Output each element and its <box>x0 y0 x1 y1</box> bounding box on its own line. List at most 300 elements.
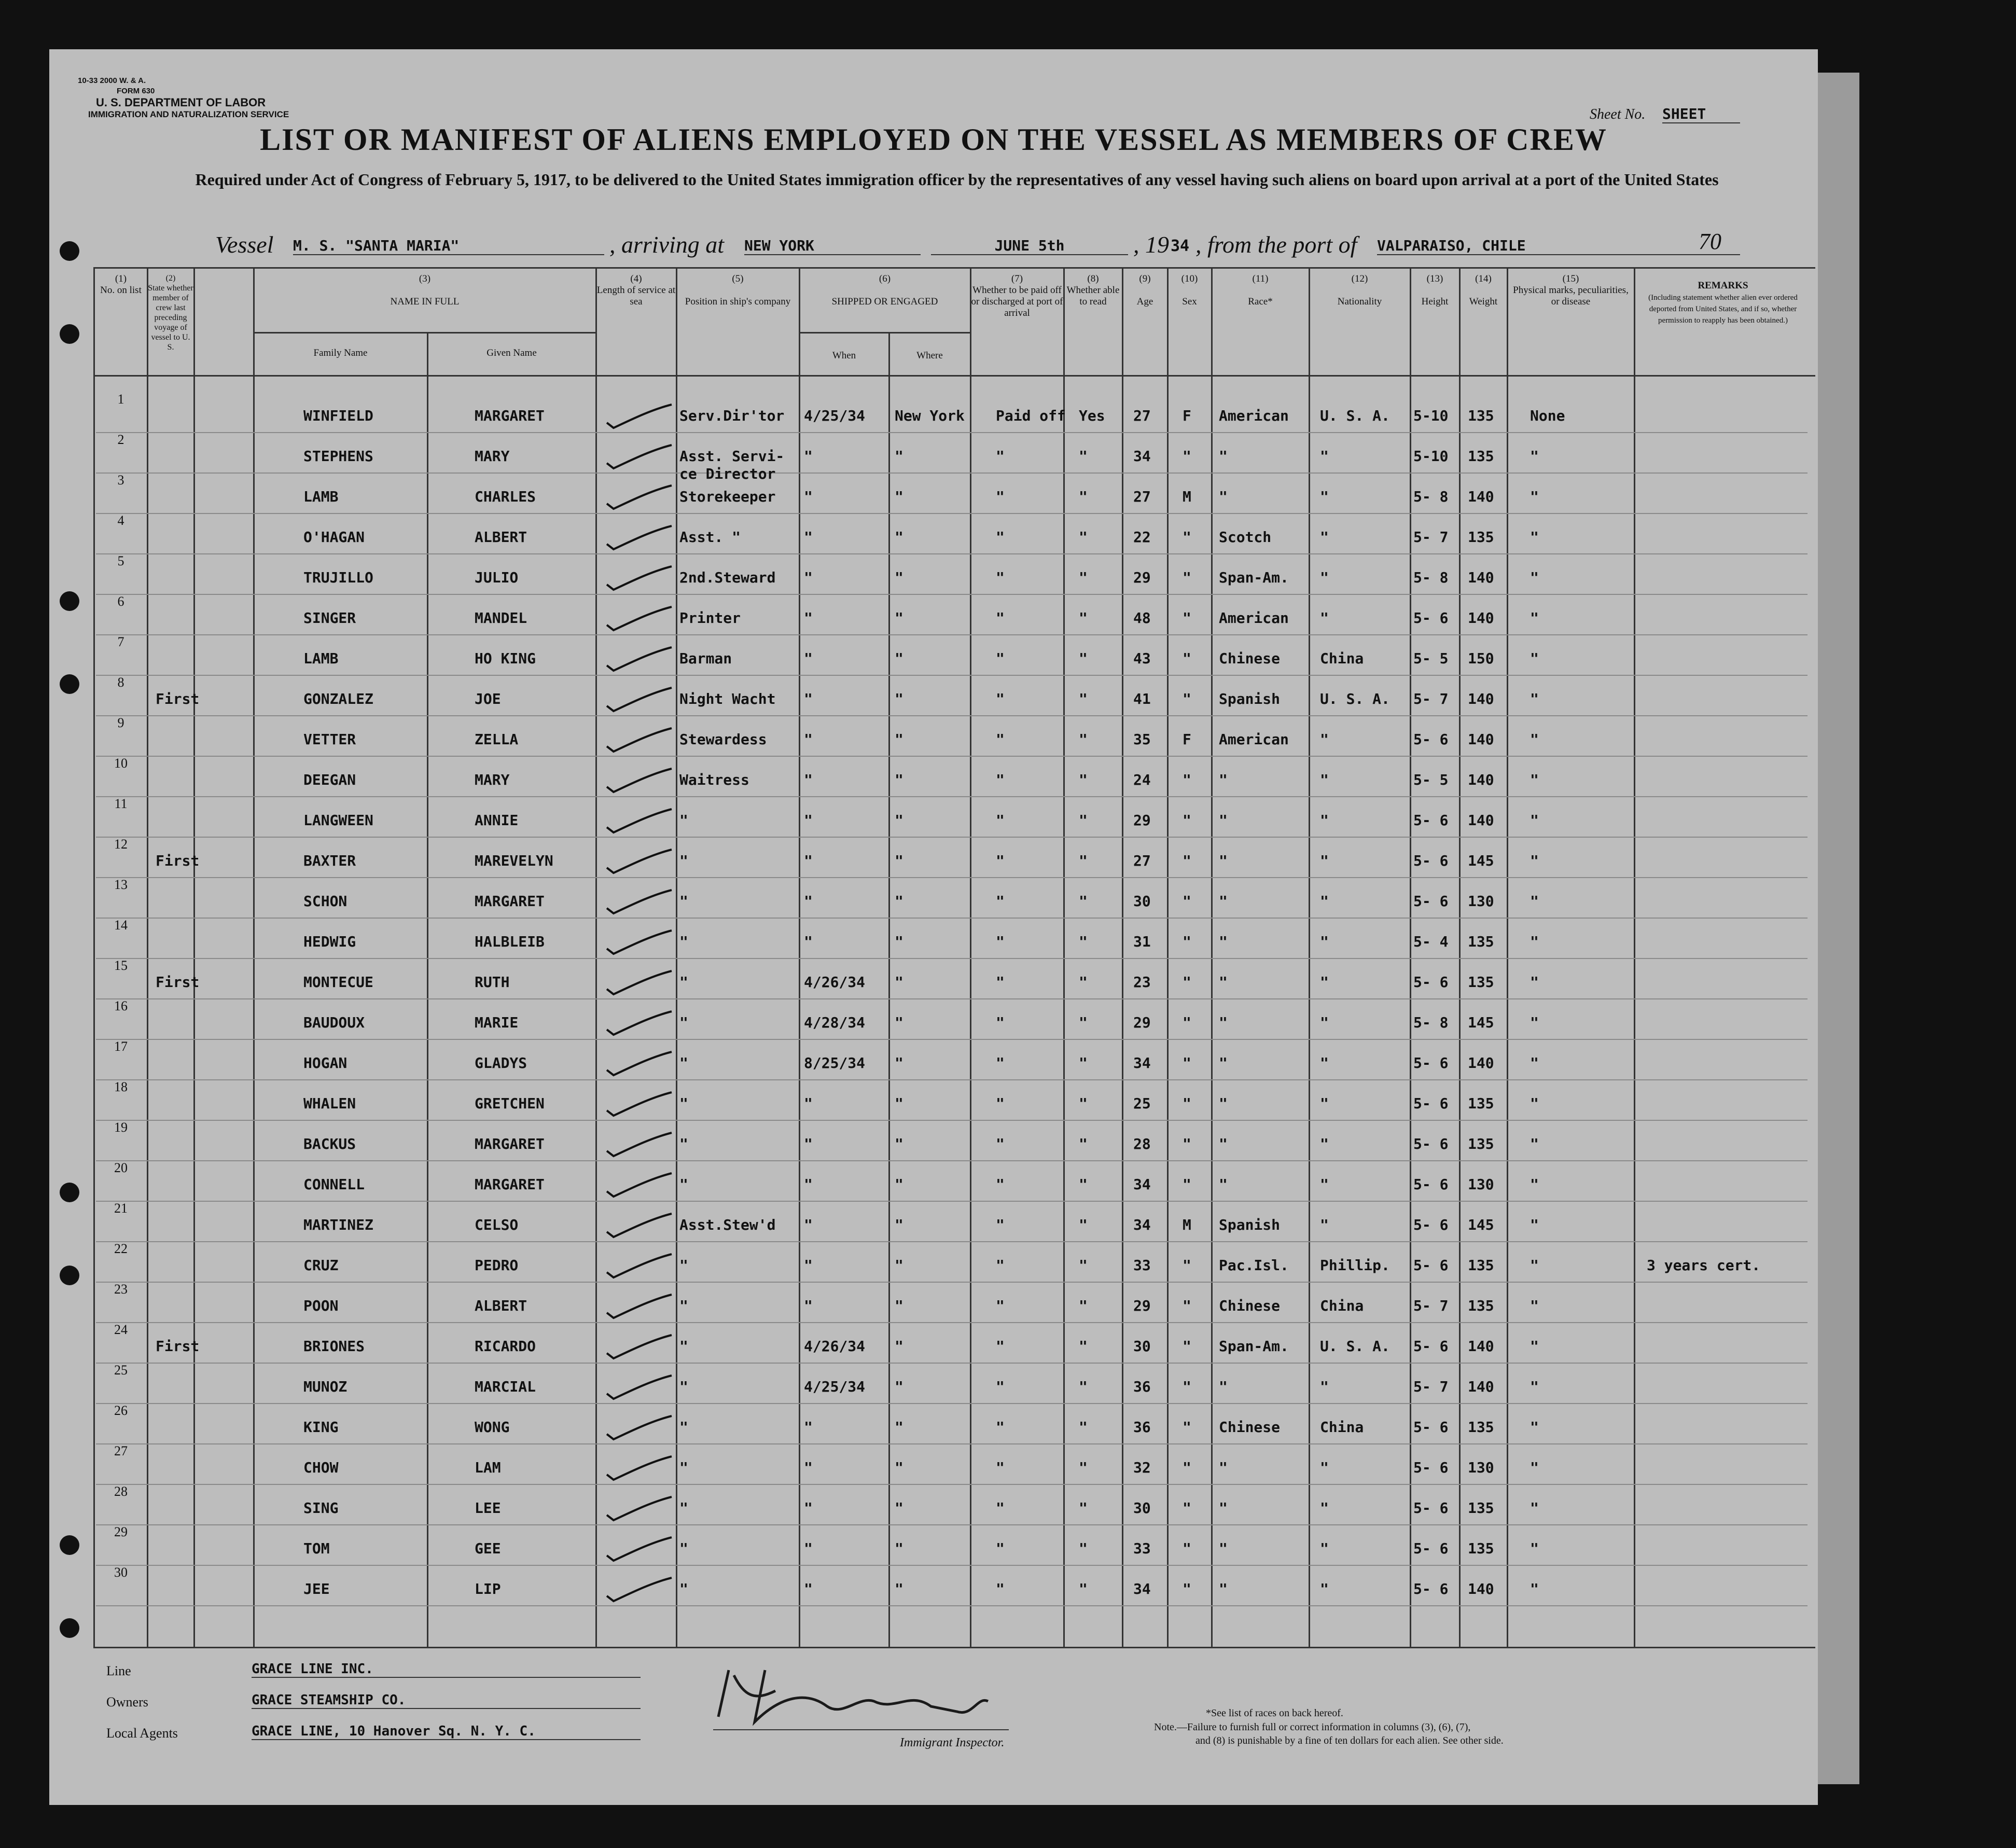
given-name-cell: MARGARET <box>475 407 545 424</box>
sex-cell: M <box>1183 1216 1191 1233</box>
paid-off-cell: " <box>996 1135 1005 1152</box>
nationality-cell: " <box>1320 1499 1329 1517</box>
first-voyage-cell: First <box>156 690 200 707</box>
paid-off-cell: " <box>996 1054 1005 1072</box>
shipped-when-cell: " <box>804 731 813 748</box>
row-number: 7 <box>117 634 124 649</box>
age-cell: 36 <box>1133 1378 1151 1395</box>
physical-marks-cell: None <box>1530 407 1565 424</box>
nationality-cell: " <box>1320 933 1329 950</box>
position-cell: " <box>679 1499 688 1517</box>
shipped-where-cell: " <box>895 650 903 667</box>
physical-marks-cell: " <box>1530 812 1539 829</box>
nationality-cell: " <box>1320 893 1329 910</box>
nationality-cell: U. S. A. <box>1320 690 1390 707</box>
shipped-when-cell: " <box>804 1216 813 1233</box>
row-rule <box>96 432 1808 433</box>
shipped-where-cell: " <box>895 1540 903 1557</box>
table-bottom-rule <box>93 1647 1815 1648</box>
shipped-where-cell: " <box>895 1297 903 1314</box>
sex-cell: " <box>1183 1014 1191 1031</box>
col-15-header: (15) Physical marks, peculiarities, or disease <box>1513 273 1629 307</box>
physical-marks-cell: " <box>1530 893 1539 910</box>
race-cell: " <box>1219 771 1228 788</box>
family-name-cell: BAXTER <box>303 852 356 869</box>
able-to-read-cell: " <box>1079 1580 1088 1597</box>
family-name-cell: CRUZ <box>303 1257 339 1274</box>
weight-cell: 140 <box>1468 690 1494 707</box>
shipped-when-cell: " <box>804 488 813 505</box>
row-number: 13 <box>114 877 128 892</box>
weight-cell: 140 <box>1468 1378 1494 1395</box>
able-to-read-cell: " <box>1079 1419 1088 1436</box>
given-name-cell: RICARDO <box>475 1338 536 1355</box>
sex-cell: " <box>1183 1338 1191 1355</box>
able-to-read-cell: " <box>1079 650 1088 667</box>
position-cell: " <box>679 1297 688 1314</box>
binder-hole <box>60 1266 79 1285</box>
age-cell: 27 <box>1133 407 1151 424</box>
physical-marks-cell: " <box>1530 1014 1539 1031</box>
position-cell-continued: ce Director <box>679 465 776 482</box>
service-check-mark <box>599 1332 677 1364</box>
paid-off-cell: " <box>996 1176 1005 1193</box>
given-name-cell: LAM <box>475 1459 501 1476</box>
physical-marks-cell: " <box>1530 1216 1539 1233</box>
row-number: 15 <box>114 958 128 973</box>
local-agents-label: Local Agents <box>106 1726 178 1741</box>
paid-off-cell: " <box>996 690 1005 707</box>
family-name-cell: HOGAN <box>303 1054 347 1072</box>
form-number: FORM 630 <box>117 87 155 95</box>
position-cell: Asst. " <box>679 529 741 546</box>
able-to-read-cell: " <box>1079 488 1088 505</box>
row-rule <box>96 756 1808 757</box>
shipped-when-cell: " <box>804 448 813 465</box>
weight-cell: 140 <box>1468 609 1494 627</box>
col-3-header: (3) NAME IN FULL <box>390 273 460 307</box>
given-name-cell: MARGARET <box>475 893 545 910</box>
sex-cell: " <box>1183 1257 1191 1274</box>
shipped-when-cell: " <box>804 529 813 546</box>
height-cell: 5- 7 <box>1413 1378 1449 1395</box>
race-cell: " <box>1219 1176 1228 1193</box>
height-cell: 5- 6 <box>1413 1054 1449 1072</box>
sex-cell: F <box>1183 731 1191 748</box>
age-cell: 48 <box>1133 609 1151 627</box>
paid-off-cell: " <box>996 1540 1005 1557</box>
race-cell: " <box>1219 812 1228 829</box>
height-cell: 5- 6 <box>1413 1580 1449 1597</box>
position-cell: Asst. Servi- <box>679 448 785 465</box>
nationality-cell: China <box>1320 650 1364 667</box>
first-voyage-cell: First <box>156 852 200 869</box>
paid-off-cell: " <box>996 1014 1005 1031</box>
nationality-cell: " <box>1320 1378 1329 1395</box>
nationality-cell: " <box>1320 1135 1329 1152</box>
line-label: Line <box>106 1663 131 1678</box>
nationality-cell: " <box>1320 529 1329 546</box>
remarks-header: REMARKS (Including statement whether alien ever ordered deported from United States, and if so, whether permission to reapply has been obtained.) <box>1648 280 1798 325</box>
shipped-when-cell: " <box>804 812 813 829</box>
shipped-when-cell: " <box>804 852 813 869</box>
row-rule <box>96 553 1808 554</box>
race-cell: Scotch <box>1219 529 1272 546</box>
position-cell: " <box>679 1257 688 1274</box>
race-cell: " <box>1219 1378 1228 1395</box>
row-number: 4 <box>117 513 124 528</box>
height-cell: 5- 6 <box>1413 1176 1449 1193</box>
race-cell: Chinese <box>1219 1297 1281 1314</box>
shipped-when-cell: " <box>804 1459 813 1476</box>
paid-off-cell: " <box>996 650 1005 667</box>
physical-marks-cell: " <box>1530 1580 1539 1597</box>
paid-off-cell: " <box>996 1216 1005 1233</box>
vessel-name: M. S. "SANTA MARIA" <box>293 237 604 255</box>
service-check-mark <box>599 1211 677 1242</box>
shipped-where-cell: " <box>895 1176 903 1193</box>
race-cell: " <box>1219 1135 1228 1152</box>
nationality-cell: China <box>1320 1419 1364 1436</box>
shipped-where-cell: New York <box>895 407 965 424</box>
row-rule <box>96 998 1808 999</box>
row-rule <box>96 1241 1808 1242</box>
age-cell: 43 <box>1133 650 1151 667</box>
service-check-mark <box>599 1413 677 1444</box>
able-to-read-cell: " <box>1079 1459 1088 1476</box>
height-cell: 5- 6 <box>1413 1499 1449 1517</box>
age-cell: 23 <box>1133 974 1151 991</box>
weight-cell: 135 <box>1468 1095 1494 1112</box>
col-2-header: (2) State whether member of crew last preceding voyage of vessel to U. S. <box>148 274 193 352</box>
sex-cell: " <box>1183 1540 1191 1557</box>
row-rule <box>96 1403 1808 1404</box>
service-check-mark <box>599 1252 677 1283</box>
height-cell: 5- 7 <box>1413 690 1449 707</box>
race-cell: " <box>1219 1580 1228 1597</box>
position-cell: " <box>679 852 688 869</box>
sex-cell: " <box>1183 609 1191 627</box>
row-number: 26 <box>114 1403 128 1418</box>
weight-cell: 140 <box>1468 1054 1494 1072</box>
sex-cell: " <box>1183 529 1191 546</box>
age-cell: 29 <box>1133 569 1151 586</box>
nationality-cell: China <box>1320 1297 1364 1314</box>
shipped-when-cell: " <box>804 1297 813 1314</box>
able-to-read-cell: " <box>1079 1176 1088 1193</box>
age-cell: 25 <box>1133 1095 1151 1112</box>
physical-marks-cell: " <box>1530 974 1539 991</box>
able-to-read-cell: " <box>1079 812 1088 829</box>
height-cell: 5-10 <box>1413 448 1449 465</box>
row-rule <box>96 675 1808 676</box>
weight-cell: 145 <box>1468 852 1494 869</box>
row-number: 2 <box>117 432 124 447</box>
physical-marks-cell: " <box>1530 771 1539 788</box>
shipped-where-cell: " <box>895 1257 903 1274</box>
service-check-mark <box>599 766 677 797</box>
paid-off-cell: " <box>996 1257 1005 1274</box>
first-voyage-cell: First <box>156 1338 200 1355</box>
shipped-when-cell: " <box>804 1419 813 1436</box>
weight-cell: 140 <box>1468 731 1494 748</box>
given-name-cell: GEE <box>475 1540 501 1557</box>
remarks-cell: 3 years cert. <box>1647 1257 1761 1274</box>
given-name-cell: MARIE <box>475 1014 519 1031</box>
row-rule <box>96 958 1808 959</box>
weight-cell: 140 <box>1468 569 1494 586</box>
weight-cell: 145 <box>1468 1216 1494 1233</box>
race-cell: American <box>1219 407 1289 424</box>
table-top-rule <box>93 267 1815 269</box>
race-cell: " <box>1219 1054 1228 1072</box>
row-rule <box>96 796 1808 797</box>
given-name-cell: CHARLES <box>475 488 536 505</box>
height-cell: 5- 6 <box>1413 812 1449 829</box>
first-voyage-cell: First <box>156 974 200 991</box>
height-cell: 5- 6 <box>1413 1216 1449 1233</box>
page-subtitle: Required under Act of Congress of February 5, 1917, to be delivered to the United States immigration officer by the representatives of any vessel having such aliens on board upon arrival at a port of the United States <box>195 170 1719 189</box>
row-rule <box>96 1322 1808 1323</box>
paid-off-cell: " <box>996 731 1005 748</box>
sex-cell: " <box>1183 893 1191 910</box>
able-to-read-cell: " <box>1079 1378 1088 1395</box>
race-cell: " <box>1219 1095 1228 1112</box>
age-cell: 34 <box>1133 1216 1151 1233</box>
col-4-header: (4) Length of service at sea <box>596 273 676 307</box>
shipped-where-cell: " <box>895 771 903 788</box>
family-name-cell: SINGER <box>303 609 356 627</box>
nationality-cell: " <box>1320 488 1329 505</box>
service-check-mark <box>599 726 677 757</box>
family-name-cell: WHALEN <box>303 1095 356 1112</box>
given-name-cell: ALBERT <box>475 1297 527 1314</box>
age-cell: 34 <box>1133 1054 1151 1072</box>
age-cell: 29 <box>1133 1297 1151 1314</box>
sheet-label: Sheet No. <box>1590 106 1646 122</box>
physical-marks-cell: " <box>1530 1459 1539 1476</box>
paid-off-cell: " <box>996 1095 1005 1112</box>
shipped-when-cell: 4/28/34 <box>804 1014 866 1031</box>
race-cell: American <box>1219 731 1289 748</box>
row-number: 30 <box>114 1565 128 1580</box>
sex-cell: " <box>1183 569 1191 586</box>
row-rule <box>96 1039 1808 1040</box>
nationality-cell: " <box>1320 1580 1329 1597</box>
sex-cell: F <box>1183 407 1191 424</box>
sheet-number: SHEET <box>1662 105 1740 123</box>
nationality-cell: " <box>1320 609 1329 627</box>
service-check-mark <box>599 1454 677 1485</box>
height-cell: 5- 6 <box>1413 1095 1449 1112</box>
given-name-cell: WONG <box>475 1419 510 1436</box>
family-name-cell: TOM <box>303 1540 330 1557</box>
given-name-cell: GRETCHEN <box>475 1095 545 1112</box>
shipped-where-cell: " <box>895 1095 903 1112</box>
service-check-mark <box>599 402 677 433</box>
given-name-cell: CELSO <box>475 1216 519 1233</box>
physical-marks-cell: " <box>1530 1257 1539 1274</box>
row-rule <box>96 715 1808 716</box>
service-check-mark <box>599 1130 677 1161</box>
row-rule <box>96 513 1808 514</box>
position-cell: Serv.Dir'tor <box>679 407 785 424</box>
nationality-cell: " <box>1320 1054 1329 1072</box>
shipped-where-cell: " <box>895 529 903 546</box>
physical-marks-cell: " <box>1530 1338 1539 1355</box>
col-7-header: (7) Whether to be paid off or discharged at port of arrival <box>971 273 1063 318</box>
position-cell: " <box>679 1540 688 1557</box>
col-1-header: (1) No. on list <box>100 273 142 296</box>
shipped-where-cell: " <box>895 1378 903 1395</box>
shipped-when-cell: " <box>804 893 813 910</box>
service-check-mark <box>599 483 677 514</box>
weight-cell: 135 <box>1468 529 1494 546</box>
port-label: , from the port of <box>1195 231 1357 258</box>
paid-off-cell: " <box>996 771 1005 788</box>
service-check-mark <box>599 1373 677 1404</box>
race-cell: " <box>1219 974 1228 991</box>
able-to-read-cell: " <box>1079 609 1088 627</box>
owners-label: Owners <box>106 1694 148 1710</box>
shipped-where-cell: " <box>895 1054 903 1072</box>
nationality-cell: " <box>1320 731 1329 748</box>
row-number: 21 <box>114 1201 128 1216</box>
nationality-cell: Phillip. <box>1320 1257 1390 1274</box>
binder-hole <box>60 241 79 261</box>
shipped-when-cell: " <box>804 690 813 707</box>
shipped-where-cell: " <box>895 1216 903 1233</box>
able-to-read-cell: " <box>1079 1095 1088 1112</box>
able-to-read-cell: " <box>1079 1216 1088 1233</box>
row-number: 5 <box>117 553 124 568</box>
family-name-cell: TRUJILLO <box>303 569 373 586</box>
weight-cell: 135 <box>1468 1135 1494 1152</box>
row-rule <box>96 877 1808 878</box>
height-cell: 5- 6 <box>1413 1419 1449 1436</box>
position-cell: 2nd.Steward <box>679 569 776 586</box>
shipped-when-cell: " <box>804 771 813 788</box>
line-value: GRACE LINE INC. <box>252 1661 641 1678</box>
physical-marks-cell: " <box>1530 1419 1539 1436</box>
physical-marks-cell: " <box>1530 488 1539 505</box>
family-name-cell: LANGWEEN <box>303 812 373 829</box>
height-cell: 5- 6 <box>1413 852 1449 869</box>
position-cell: " <box>679 1054 688 1072</box>
height-cell: 5- 6 <box>1413 1459 1449 1476</box>
family-name-cell: MONTECUE <box>303 974 373 991</box>
shipped-where-cell: " <box>895 1135 903 1152</box>
family-name-cell: KING <box>303 1419 339 1436</box>
given-name-cell: LEE <box>475 1499 501 1517</box>
arrival-port: NEW YORK <box>744 237 921 255</box>
race-cell: " <box>1219 933 1228 950</box>
given-name-cell: HALBLEIB <box>475 933 545 950</box>
family-name-cell: WINFIELD <box>303 407 373 424</box>
physical-marks-cell: " <box>1530 933 1539 950</box>
height-cell: 5- 6 <box>1413 731 1449 748</box>
service-check-mark <box>599 968 677 999</box>
shipped-when-cell: 4/26/34 <box>804 974 866 991</box>
shipped-when-cell: " <box>804 1499 813 1517</box>
height-cell: 5- 8 <box>1413 1014 1449 1031</box>
age-cell: 34 <box>1133 1580 1151 1597</box>
row-rule <box>96 1160 1808 1161</box>
paid-off-cell: Paid off <box>996 407 1066 424</box>
nationality-cell: U. S. A. <box>1320 1338 1390 1355</box>
weight-cell: 140 <box>1468 771 1494 788</box>
race-cell: " <box>1219 488 1228 505</box>
service-check-mark <box>599 1171 677 1202</box>
service-check-mark <box>599 807 677 838</box>
row-rule <box>96 1282 1808 1283</box>
nationality-cell: " <box>1320 569 1329 586</box>
nationality-cell: " <box>1320 852 1329 869</box>
position-cell: " <box>679 1580 688 1597</box>
adjacent-page-edge <box>1818 73 1859 1784</box>
paid-off-cell: " <box>996 852 1005 869</box>
family-name-cell: JEE <box>303 1580 330 1597</box>
position-cell: Night Wacht <box>679 690 776 707</box>
year-prefix: , 19 <box>1133 231 1169 258</box>
race-cell: Spanish <box>1219 1216 1281 1233</box>
race-cell: Pac.Isl. <box>1219 1257 1289 1274</box>
physical-marks-cell: " <box>1530 1499 1539 1517</box>
age-cell: 33 <box>1133 1257 1151 1274</box>
row-rule <box>96 473 1808 474</box>
shipped-where-cell: " <box>895 569 903 586</box>
able-to-read-cell: " <box>1079 569 1088 586</box>
paid-off-cell: " <box>996 933 1005 950</box>
family-name-cell: LAMB <box>303 650 339 667</box>
row-number: 10 <box>114 756 128 771</box>
shipped-where-cell: " <box>895 731 903 748</box>
height-cell: 5- 6 <box>1413 1338 1449 1355</box>
family-name-cell: SCHON <box>303 893 347 910</box>
able-to-read-cell: " <box>1079 933 1088 950</box>
sex-cell: " <box>1183 1419 1191 1436</box>
shipped-when-cell: 4/25/34 <box>804 407 866 424</box>
weight-cell: 135 <box>1468 1257 1494 1274</box>
age-cell: 31 <box>1133 933 1151 950</box>
shipped-when-cell: " <box>804 933 813 950</box>
weight-cell: 150 <box>1468 650 1494 667</box>
weight-cell: 135 <box>1468 407 1494 424</box>
sex-cell: " <box>1183 771 1191 788</box>
paid-off-cell: " <box>996 448 1005 465</box>
row-rule <box>96 1524 1808 1525</box>
age-cell: 36 <box>1133 1419 1151 1436</box>
weight-cell: 135 <box>1468 1540 1494 1557</box>
penalty-note-1: Note.—Failure to furnish full or correct information in columns (3), (6), (7), <box>1154 1721 1471 1733</box>
col-13-header: (13) Height <box>1421 273 1449 307</box>
sex-cell: " <box>1183 812 1191 829</box>
height-cell: 5- 6 <box>1413 893 1449 910</box>
sex-cell: " <box>1183 1297 1191 1314</box>
age-cell: 27 <box>1133 852 1151 869</box>
departure-port: VALPARAISO, CHILE <box>1377 237 1740 255</box>
service-check-mark <box>599 1049 677 1080</box>
race-cell: " <box>1219 893 1228 910</box>
binder-hole <box>60 324 79 344</box>
service-check-mark <box>599 1009 677 1040</box>
position-cell: " <box>679 1135 688 1152</box>
given-name-cell: MARY <box>475 771 510 788</box>
sex-cell: " <box>1183 448 1191 465</box>
height-cell: 5- 8 <box>1413 569 1449 586</box>
sex-cell: " <box>1183 1135 1191 1152</box>
row-number: 12 <box>114 837 128 852</box>
